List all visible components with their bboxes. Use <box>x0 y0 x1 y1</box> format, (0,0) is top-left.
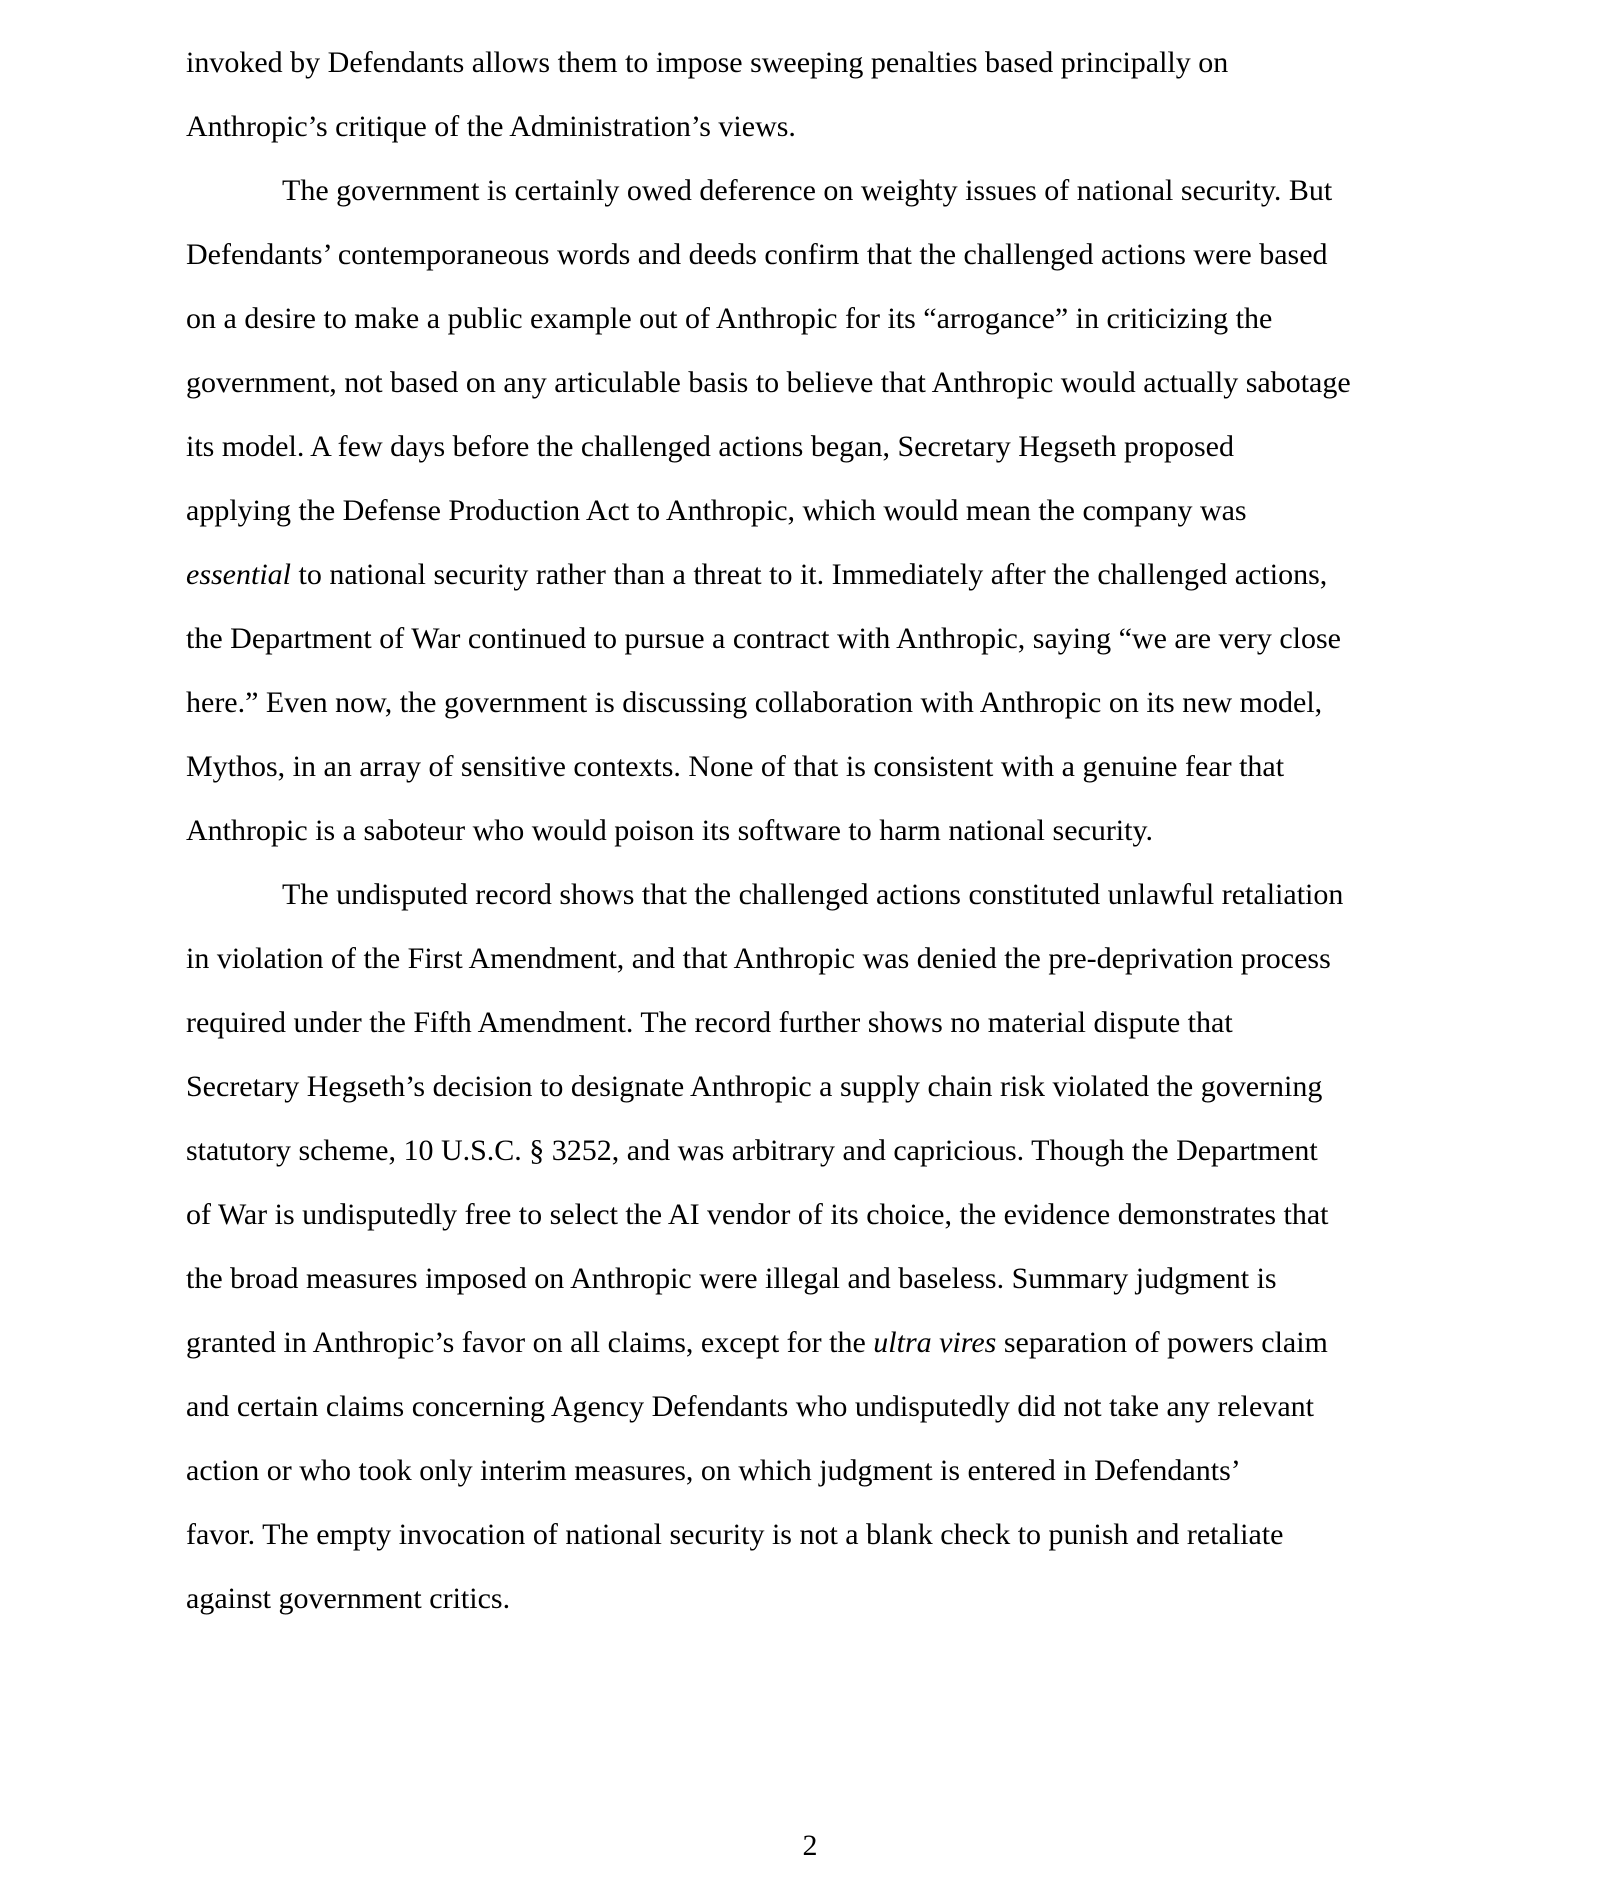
text-segment: the broad measures imposed on Anthropic were illegal and baseless. Summary judgment is <box>186 1262 1277 1295</box>
text-segment: Anthropic’s critique of the Administration’s views. <box>186 110 796 143</box>
page-number: 2 <box>802 1829 818 1862</box>
text-line <box>186 287 1434 351</box>
body-text <box>186 31 1434 1631</box>
text-segment: against government critics. <box>186 1582 511 1615</box>
text-segment: Secretary Hegseth’s decision to designate Anthropic a supply chain risk violated the governing <box>186 1070 1323 1103</box>
text-segment: on a desire to make a public example out of Anthropic for its “arrogance” in criticizing the <box>186 302 1273 335</box>
text-line <box>186 415 1434 479</box>
text-line <box>186 1439 1434 1503</box>
text-line <box>186 1567 1434 1631</box>
text-line <box>186 671 1434 735</box>
text-segment: its model. A few days before the challenged actions began, Secretary Hegseth proposed <box>186 430 1234 463</box>
text-segment: required under the Fifth Amendment. The record further shows no material dispute that <box>186 1006 1233 1039</box>
text-segment: here.” Even now, the government is discussing collaboration with Anthropic on its new model, <box>186 686 1323 719</box>
text-segment: government, not based on any articulable basis to believe that Anthropic would actually sabotage <box>186 366 1351 399</box>
text-segment: in violation of the First Amendment, and that Anthropic was denied the pre-deprivation process <box>186 942 1331 975</box>
text-segment: of War is undisputedly free to select the AI vendor of its choice, the evidence demonstrates that <box>186 1198 1329 1231</box>
text-line <box>186 95 1434 159</box>
text-line <box>186 543 1434 607</box>
text-segment: and certain claims concerning Agency Defendants who undisputedly did not take any relevant <box>186 1390 1314 1423</box>
italic-text-segment: ultra vires <box>873 1326 997 1359</box>
text-line <box>186 159 1434 223</box>
text-line <box>186 479 1434 543</box>
text-segment: separation of powers claim <box>996 1326 1328 1359</box>
text-line <box>186 351 1434 415</box>
text-line <box>186 863 1434 927</box>
text-line <box>186 1247 1434 1311</box>
italic-text-segment: essential <box>186 558 291 591</box>
text-segment: Mythos, in an array of sensitive contexts. None of that is consistent with a genuine fear that <box>186 750 1285 783</box>
text-line <box>186 223 1434 287</box>
text-segment: applying the Defense Production Act to Anthropic, which would mean the company was <box>186 494 1247 527</box>
text-line <box>186 927 1434 991</box>
text-segment: The undisputed record shows that the challenged actions constituted unlawful retaliation <box>282 878 1344 911</box>
text-segment: Defendants’ contemporaneous words and deeds confirm that the challenged actions were based <box>186 238 1328 271</box>
text-line <box>186 31 1434 95</box>
text-segment: Anthropic is a saboteur who would poison its software to harm national security. <box>186 814 1154 847</box>
text-segment: to national security rather than a threat to it. Immediately after the challenged actions, <box>291 558 1328 591</box>
text-line <box>186 607 1434 671</box>
text-line <box>186 991 1434 1055</box>
text-line <box>186 1375 1434 1439</box>
text-segment: action or who took only interim measures, on which judgment is entered in Defendants’ <box>186 1454 1241 1487</box>
text-segment: granted in Anthropic’s favor on all claims, except for the <box>186 1326 874 1359</box>
text-line <box>186 1055 1434 1119</box>
text-line <box>186 1119 1434 1183</box>
text-segment: favor. The empty invocation of national security is not a blank check to punish and retaliate <box>186 1518 1284 1551</box>
text-segment: the Department of War continued to pursue a contract with Anthropic, saying “we are very close <box>186 622 1341 655</box>
text-line <box>186 735 1434 799</box>
text-segment: The government is certainly owed deference on weighty issues of national security. But <box>282 174 1333 207</box>
text-segment: invoked by Defendants allows them to impose sweeping penalties based principally on <box>186 46 1229 79</box>
text-line <box>186 799 1434 863</box>
text-line <box>186 1183 1434 1247</box>
text-line <box>186 1311 1434 1375</box>
text-segment: statutory scheme, 10 U.S.C. § 3252, and was arbitrary and capricious. Though the Department <box>186 1134 1318 1167</box>
text-line <box>186 1503 1434 1567</box>
